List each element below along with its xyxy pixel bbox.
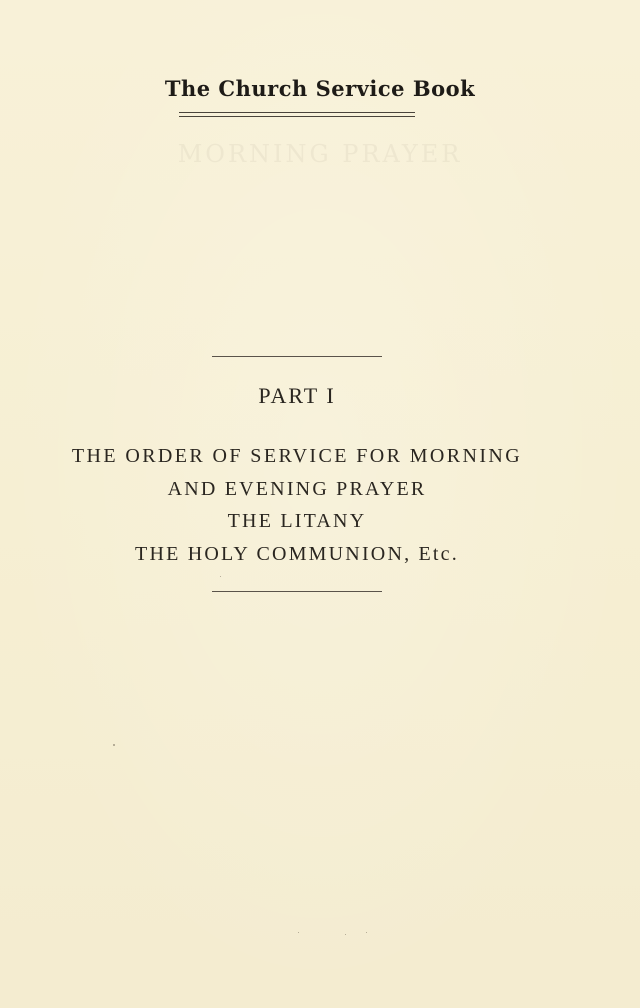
contents-list <box>0 440 594 570</box>
running-head: The Church Service Book <box>164 76 476 101</box>
bottom-rule-divider <box>212 591 382 592</box>
double-rule-divider <box>179 112 415 117</box>
paper-speck <box>298 932 299 933</box>
contents-line: THE ORDER OF SERVICE FOR MORNING <box>71 445 523 467</box>
paper-speck <box>220 576 221 577</box>
paper-speck <box>366 932 367 933</box>
bleed-through-heading: MORNING PRAYER <box>177 140 463 168</box>
part-title: PART I <box>258 383 336 408</box>
contents-line: THE HOLY COMMUNION, Etc. <box>135 542 459 565</box>
contents-line: THE LITANY <box>227 510 367 532</box>
paper-speck <box>113 744 115 746</box>
paper-speck <box>345 934 346 935</box>
top-rule-divider <box>212 356 382 357</box>
contents-line: AND EVENING PRAYER <box>167 477 427 500</box>
